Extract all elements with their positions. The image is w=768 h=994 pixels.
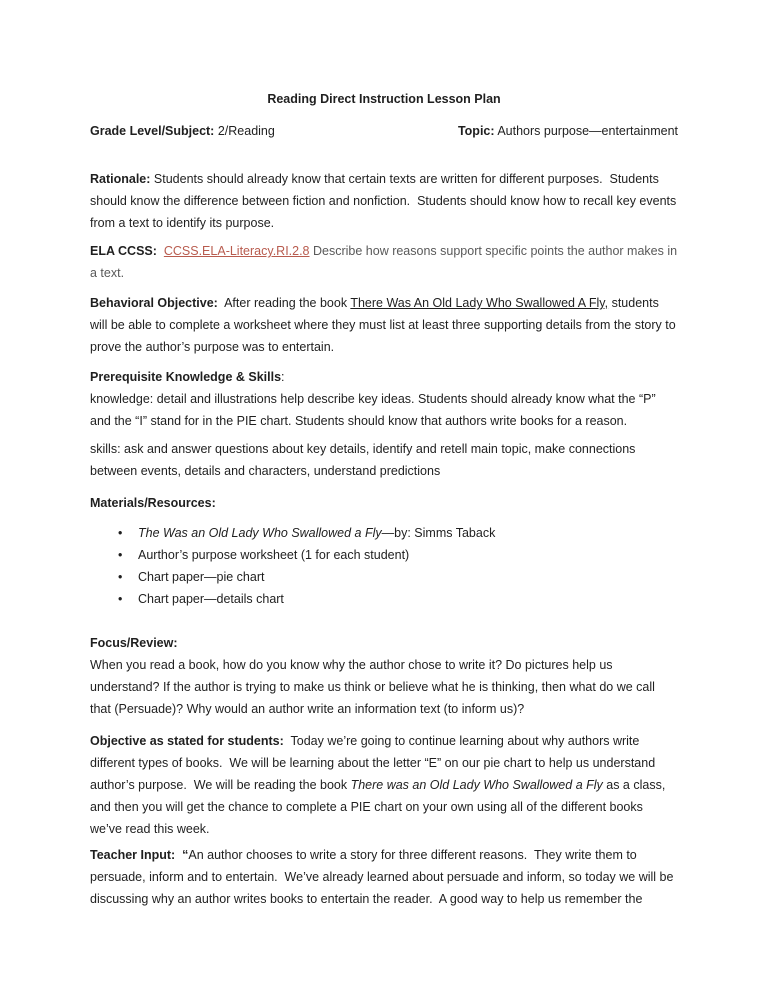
teacher-input-label: Teacher Input: “	[90, 848, 189, 862]
bullet-icon: •	[118, 526, 123, 540]
bullet-icon: •	[118, 548, 123, 562]
topic-field	[458, 120, 678, 142]
teacher-input-text: An author chooses to write a story for three different reasons. They write them to persuade, inform and to entertain. We’ve already learned about persuade and inform, so today we will be discussing why an author writes books to entertain the reader. A good way to help us remember the	[90, 848, 677, 906]
ccss-link[interactable]: CCSS.ELA-Literacy.RI.2.8	[163, 244, 310, 258]
materials-label: Materials/Resources:	[90, 496, 216, 510]
grade-level-value: 2/Reading	[214, 124, 275, 138]
materials-list-item	[118, 566, 678, 588]
grade-level-field	[90, 120, 275, 142]
prerequisite-label: Prerequisite Knowledge & Skills	[90, 370, 282, 384]
rationale-label: Rationale:	[90, 172, 151, 186]
book-title-underlined: There Was An Old Lady Who Swallowed A Fly,	[350, 296, 609, 310]
ela-ccss-description: Describe how reasons support specific points the author makes in a text.	[90, 244, 681, 280]
materials-item-text: Aurthor’s purpose worksheet (1 for each student)	[138, 548, 410, 562]
teacher-input-paragraph	[90, 844, 678, 910]
behavioral-objective-paragraph	[90, 292, 678, 358]
prerequisite-knowledge-text: knowledge: detail and illustrations help describe key ideas. Students should already know what the “P” and the “I” stand for in the PIE chart. Students should know that authors write books for a reason.	[90, 392, 656, 428]
prerequisite-heading	[90, 366, 678, 388]
header-line	[90, 120, 678, 142]
materials-item-book-title: The Was an Old Lady Who Swallowed a Fly	[138, 526, 382, 540]
grade-level-label: Grade Level/Subject:	[90, 124, 215, 138]
ela-ccss-label: ELA CCSS:	[90, 244, 164, 258]
topic-value: Authors purpose—entertainment	[494, 124, 678, 138]
prerequisite-colon: :	[281, 370, 285, 384]
focus-review-text: When you read a book, how do you know why the author chose to write it? Do pictures help us understand? If the author is trying to make us think or believe what he is thinking, then what do we call that (Persuade)? Why would an author write an information text (to inform us)?	[90, 658, 655, 716]
rationale-text: Students should already know that certain texts are written for different purposes. Students should know the difference between fiction and nonfiction. Students should know how to recall key events from a text to identify its purpose.	[90, 172, 680, 230]
materials-item-text	[138, 522, 678, 544]
materials-heading	[90, 492, 678, 514]
topic-label: Topic:	[457, 124, 495, 138]
rationale-paragraph	[90, 168, 678, 234]
prerequisite-skills-text: skills: ask and answer questions about key details, identify and retell main topic, make connections between events, details and characters, understand predictions	[90, 442, 636, 478]
behavioral-objective-lead: After reading the book	[217, 296, 351, 310]
objective-for-students-tail: as a class, and then you will get the chance to complete a PIE chart on your own using all of the different books we’ve read this week.	[90, 778, 669, 836]
materials-list-item	[118, 522, 678, 544]
ela-ccss-paragraph	[90, 240, 681, 284]
bullet-icon: •	[118, 592, 123, 606]
materials-list-item	[118, 588, 678, 610]
objective-for-students-lead: Today we’re going to continue learning about why authors write different types of books. We will be learning about the letter “E” on our pie chart to help us understand author’s purpose. We will be reading the book	[90, 734, 659, 792]
materials-item-text: Chart paper—details chart	[138, 592, 284, 606]
book-title-italic: There was an Old Lady Who Swallowed a Fly	[350, 778, 603, 792]
focus-review-label: Focus/Review:	[90, 636, 178, 650]
bullet-icon: •	[118, 570, 123, 584]
materials-item-author: —by: Simms Taback	[381, 526, 496, 540]
objective-for-students-paragraph	[90, 730, 678, 840]
focus-review-heading	[90, 632, 678, 654]
materials-item-text: Chart paper—pie chart	[138, 570, 265, 584]
page-title: Reading Direct Instruction Lesson Plan	[267, 92, 501, 106]
objective-for-students-label: Objective as stated for students:	[90, 734, 284, 748]
materials-list	[90, 522, 678, 610]
behavioral-objective-label: Behavioral Objective:	[90, 296, 218, 310]
materials-list-item	[118, 544, 678, 566]
behavioral-objective-tail: students will be able to complete a worksheet where they must list at least three supporting details from the story to prove the author’s purpose was to entertain.	[90, 296, 680, 354]
